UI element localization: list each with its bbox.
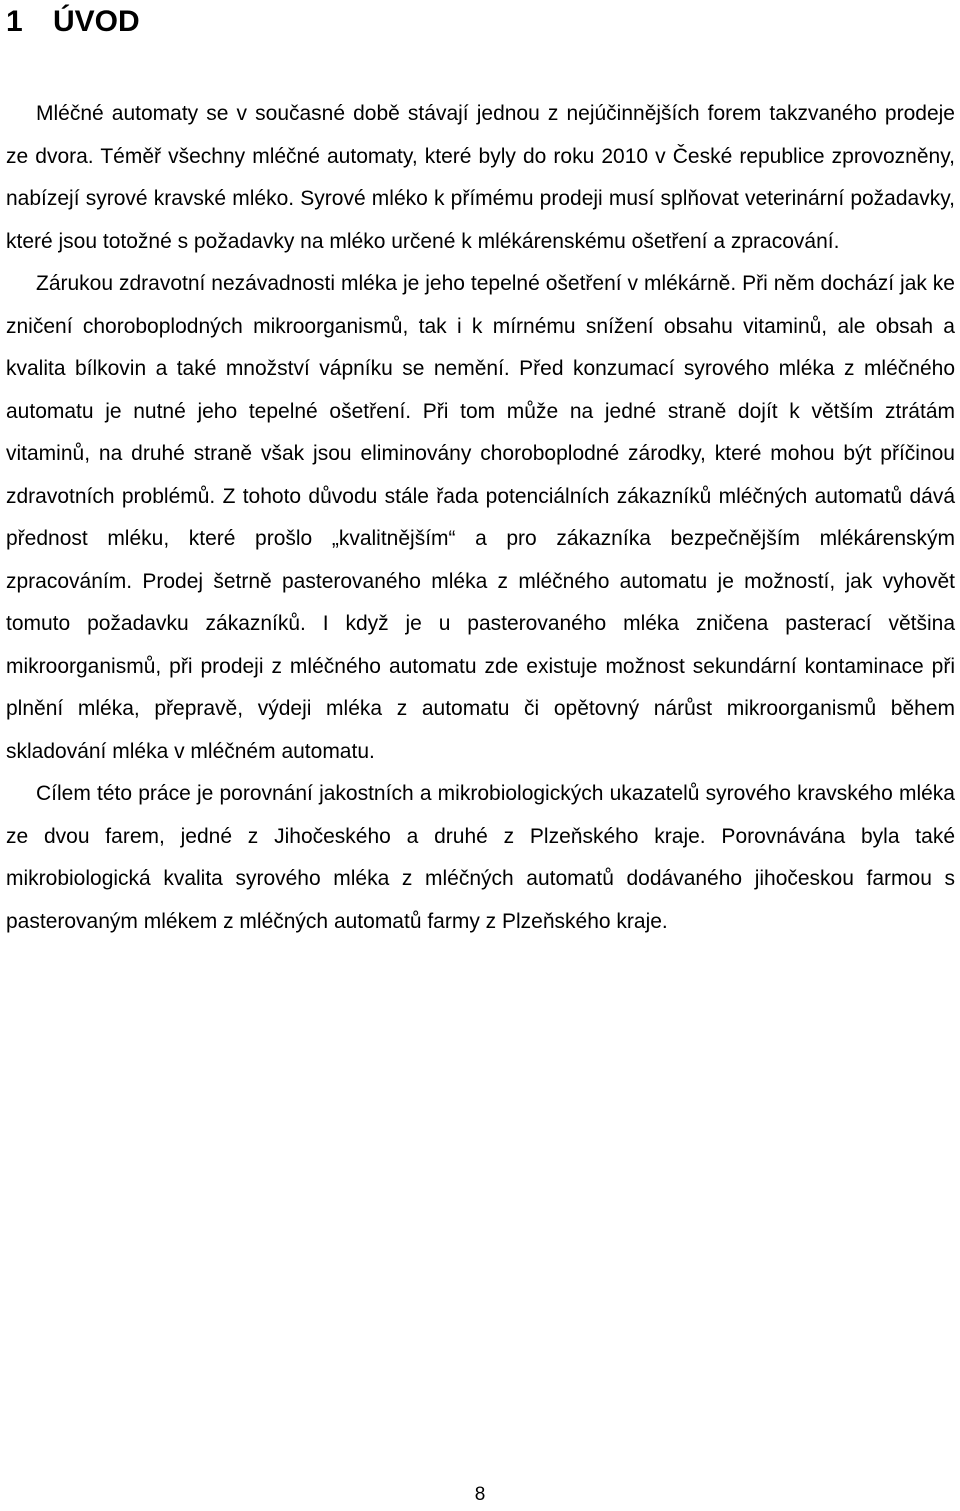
paragraph-pasteurization: Zárukou zdravotní nezávadnosti mléka je jeho tepelné ošetření v mlékárně. Při něm dochází jak ke zničení choroboplodných mikroorganismů, tak i k mírnému snížení obsahu vitaminů, ale obsah a kvalita bílkovin a také množství vápníku se nemění. Před konzumací syrového mléka z mléčného automatu je nutné jeho tepelné ošetření. Při tom může na jedné straně dojít k větším ztrátám vitaminů, na druhé straně však jsou eliminovány choroboplodné zárodky, které mohou být příčinou zdravotních problémů. Z tohoto důvodu stále řada potenciálních zákazníků mléčných automatů dává přednost mléku, které prošlo „kvalitnějším“ a pro zákazníka bezpečnějším mlékárenským zpracováním. Prodej šetrně pasterovaného mléka z mléčného automatu je možností, jak vyhovět tomuto požadavku zákazníků. I když je u pasterovaného mléka zničena pasterací většina mikroorganismů, při prodeji z mléčného automatu zde existuje možnost sekundární kontaminace při plnění mléka, přepravě, výdeji mléka z automatu či opětovný nárůst mikroorganismů během skladování mléka v mléčném automatu. [6,272,955,763]
paragraph-intro: Mléčné automaty se v současné době stávají jednou z nejúčinnějších forem takzvaného prodeje ze dvora. Téměř všechny mléčné automaty, které byly do roku 2010 v České republice zprovozněny, nabízejí syrové kravské mléko. Syrové mléko k přímému prodeji musí splňovat veterinární požadavky, které jsou totožné s požadavky na mléko určené k mlékárenskému ošetření a zpracování. [6,102,955,253]
chapter-heading [6,2,140,42]
page-number: 8 [474,1484,486,1505]
chapter-title: ÚVOD [53,5,140,38]
paragraph-aim: Cílem této práce je porovnání jakostních a mikrobiologických ukazatelů syrového kravského mléka ze dvou farem, jedné z Jihočeského a druhé z Plzeňského kraje. Porovnávána byla také mikrobiologická kvalita syrového mléka z mléčných automatů dodávaného jihočeskou farmou s pasterovaným mlékem z mléčných automatů farmy z Plzeňského kraje. [6,782,955,933]
chapter-body [6,93,955,943]
chapter-number: 1 [6,5,23,38]
